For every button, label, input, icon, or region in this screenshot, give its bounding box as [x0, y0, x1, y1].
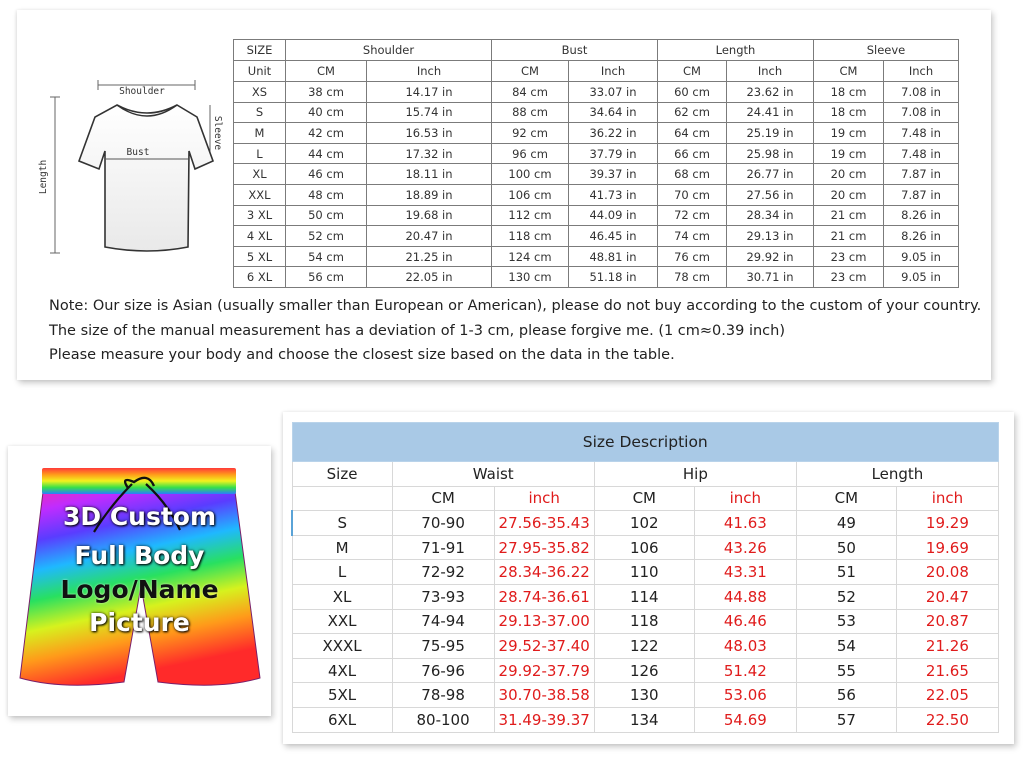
shirt-value-cell: 50 cm: [286, 205, 367, 226]
shorts-header-size: Size: [292, 462, 392, 487]
shirt-value-cell: 124 cm: [492, 246, 569, 267]
shorts-size-cell: 6XL: [292, 707, 392, 732]
size-note-line-3: Please measure your body and choose the closest size based on the data in the table.: [49, 347, 675, 363]
shorts-value-cell: 31.49-39.37: [494, 707, 594, 732]
shirt-value-cell: 78 cm: [658, 267, 727, 288]
shorts-value-cell: 51.42: [694, 658, 796, 683]
shorts-value-cell: 41.63: [694, 511, 796, 536]
shirt-value-cell: 28.34 in: [727, 205, 814, 226]
shorts-value-cell: 50: [796, 535, 896, 560]
shorts-value-cell: 56: [796, 683, 896, 708]
diagram-shoulder-label: Shoulder: [119, 86, 165, 97]
shorts-value-cell: 28.34-36.22: [494, 560, 594, 585]
shorts-value-cell: 75-95: [392, 634, 494, 659]
shorts-header-length: Length: [796, 462, 998, 487]
shirt-value-cell: 38 cm: [286, 82, 367, 103]
shorts-value-cell: 51: [796, 560, 896, 585]
shirt-size-cell: 3 XL: [234, 205, 286, 226]
shirt-value-cell: 52 cm: [286, 226, 367, 247]
shirt-value-cell: 26.77 in: [727, 164, 814, 185]
shirt-unit-cell: Inch: [727, 61, 814, 82]
shirt-value-cell: 9.05 in: [884, 246, 959, 267]
shorts-value-cell: 28.74-36.61: [494, 584, 594, 609]
shorts-table-row: [292, 511, 999, 536]
shorts-size-cell: XXL: [292, 609, 392, 634]
shirt-header-sleeve: Sleeve: [814, 40, 959, 61]
shirt-value-cell: 20 cm: [814, 184, 884, 205]
shirt-value-cell: 96 cm: [492, 143, 569, 164]
shirt-value-cell: 64 cm: [658, 123, 727, 144]
shorts-value-cell: 29.52-37.40: [494, 634, 594, 659]
shorts-size-cell: 5XL: [292, 683, 392, 708]
shorts-value-cell: 134: [594, 707, 694, 732]
shirt-value-cell: 66 cm: [658, 143, 727, 164]
shirt-value-cell: 7.48 in: [884, 123, 959, 144]
shorts-table-row: [292, 535, 999, 560]
shirt-value-cell: 44 cm: [286, 143, 367, 164]
shorts-value-cell: 20.08: [896, 560, 998, 585]
shirt-value-cell: 8.26 in: [884, 205, 959, 226]
shirt-table-row: [234, 123, 959, 144]
shorts-value-cell: 49: [796, 511, 896, 536]
shirt-value-cell: 39.37 in: [569, 164, 658, 185]
shirt-value-cell: 17.32 in: [367, 143, 492, 164]
shirt-value-cell: 60 cm: [658, 82, 727, 103]
shirt-value-cell: 7.08 in: [884, 82, 959, 103]
shorts-size-cell: XL: [292, 584, 392, 609]
shirt-table-row: [234, 82, 959, 103]
promo-line-full-body: Full Body: [74, 541, 205, 570]
shorts-value-cell: 70-90: [392, 511, 494, 536]
shirt-value-cell: 44.09 in: [569, 205, 658, 226]
shorts-value-cell: 53: [796, 609, 896, 634]
shirt-header-length: Length: [658, 40, 814, 61]
shirt-value-cell: 36.22 in: [569, 123, 658, 144]
promo-line-3d-custom: 3D Custom: [62, 502, 217, 531]
shirt-size-cell: XXL: [234, 184, 286, 205]
shirt-table-row: [234, 102, 959, 123]
shorts-value-cell: 110: [594, 560, 694, 585]
shirt-unit-cell: CM: [492, 61, 569, 82]
shorts-value-cell: 78-98: [392, 683, 494, 708]
shorts-value-cell: 72-92: [392, 560, 494, 585]
shirt-value-cell: 21.25 in: [367, 246, 492, 267]
shirt-size-cell: 6 XL: [234, 267, 286, 288]
shirt-value-cell: 23 cm: [814, 246, 884, 267]
shirt-unit-cell: Inch: [569, 61, 658, 82]
shorts-value-cell: 74-94: [392, 609, 494, 634]
shirt-value-cell: 106 cm: [492, 184, 569, 205]
shirt-value-cell: 16.53 in: [367, 123, 492, 144]
shirt-value-cell: 19.68 in: [367, 205, 492, 226]
shorts-value-cell: 29.13-37.00: [494, 609, 594, 634]
shirt-value-cell: 8.26 in: [884, 226, 959, 247]
shorts-value-cell: 46.46: [694, 609, 796, 634]
shirt-value-cell: 20.47 in: [367, 226, 492, 247]
shorts-size-table: [291, 422, 999, 733]
shirt-value-cell: 62 cm: [658, 102, 727, 123]
shirt-table-row: [234, 246, 959, 267]
shorts-value-cell: 71-91: [392, 535, 494, 560]
shorts-value-cell: 29.92-37.79: [494, 658, 594, 683]
shorts-header-hip: Hip: [594, 462, 796, 487]
shirt-value-cell: 15.74 in: [367, 102, 492, 123]
shorts-header-waist: Waist: [392, 462, 594, 487]
shorts-value-cell: 76-96: [392, 658, 494, 683]
shirt-value-cell: 7.08 in: [884, 102, 959, 123]
shorts-unit-cell: CM: [796, 486, 896, 511]
shorts-value-cell: 19.69: [896, 535, 998, 560]
shirt-size-cell: M: [234, 123, 286, 144]
shirt-value-cell: 9.05 in: [884, 267, 959, 288]
shirt-size-cell: 5 XL: [234, 246, 286, 267]
shorts-value-cell: 57: [796, 707, 896, 732]
shirt-unit-header-row: [234, 61, 959, 82]
shirt-unit-cell: CM: [286, 61, 367, 82]
shorts-unit-header-row: [292, 486, 999, 511]
shirt-value-cell: 29.92 in: [727, 246, 814, 267]
shorts-value-cell: 27.95-35.82: [494, 535, 594, 560]
shorts-value-cell: 73-93: [392, 584, 494, 609]
promo-line-picture: Picture: [89, 608, 190, 637]
shirt-value-cell: 14.17 in: [367, 82, 492, 103]
shirt-value-cell: 34.64 in: [569, 102, 658, 123]
shorts-unit-blank: [292, 486, 392, 511]
shirt-value-cell: 76 cm: [658, 246, 727, 267]
shorts-value-cell: 118: [594, 609, 694, 634]
shorts-unit-cell: inch: [896, 486, 998, 511]
shirt-value-cell: 70 cm: [658, 184, 727, 205]
shirt-value-cell: 24.41 in: [727, 102, 814, 123]
shorts-group-header-row: [292, 462, 999, 487]
shirt-value-cell: 7.87 in: [884, 164, 959, 185]
shorts-unit-cell: CM: [392, 486, 494, 511]
shorts-value-cell: 48.03: [694, 634, 796, 659]
shirt-size-card: [17, 10, 991, 380]
shorts-table-row: [292, 634, 999, 659]
shorts-table-row: [292, 707, 999, 732]
shirt-value-cell: 84 cm: [492, 82, 569, 103]
shorts-unit-cell: inch: [694, 486, 796, 511]
shirt-value-cell: 74 cm: [658, 226, 727, 247]
shirt-value-cell: 22.05 in: [367, 267, 492, 288]
shirt-value-cell: 46.45 in: [569, 226, 658, 247]
shorts-value-cell: 122: [594, 634, 694, 659]
shirt-unit-cell: Inch: [367, 61, 492, 82]
shirt-header-shoulder: Shoulder: [286, 40, 492, 61]
shirt-value-cell: 100 cm: [492, 164, 569, 185]
promo-line-logo-name: Logo/Name: [60, 575, 219, 604]
shorts-table-row: [292, 609, 999, 634]
shorts-value-cell: 114: [594, 584, 694, 609]
shorts-value-cell: 44.88: [694, 584, 796, 609]
shirt-value-cell: 33.07 in: [569, 82, 658, 103]
shorts-value-cell: 43.26: [694, 535, 796, 560]
shorts-value-cell: 102: [594, 511, 694, 536]
shirt-value-cell: 56 cm: [286, 267, 367, 288]
shorts-table-row: [292, 683, 999, 708]
shorts-value-cell: 54.69: [694, 707, 796, 732]
shirt-value-cell: 23.62 in: [727, 82, 814, 103]
shirt-value-cell: 21 cm: [814, 226, 884, 247]
shorts-size-card: [283, 412, 1014, 744]
shorts-value-cell: 43.31: [694, 560, 796, 585]
shirt-table-row: [234, 143, 959, 164]
shorts-value-cell: 54: [796, 634, 896, 659]
shorts-size-cell: S: [292, 511, 392, 536]
shirt-value-cell: 23 cm: [814, 267, 884, 288]
shorts-value-cell: 22.05: [896, 683, 998, 708]
shirt-table-row: [234, 267, 959, 288]
shirt-size-cell: XL: [234, 164, 286, 185]
shorts-value-cell: 30.70-38.58: [494, 683, 594, 708]
shirt-table-row: [234, 164, 959, 185]
shorts-size-cell: 4XL: [292, 658, 392, 683]
shirt-unit-cell: CM: [814, 61, 884, 82]
shirt-unit-cell: Inch: [884, 61, 959, 82]
shorts-title-row: [292, 423, 999, 462]
shirt-value-cell: 30.71 in: [727, 267, 814, 288]
shirt-group-header-row: [234, 40, 959, 61]
shorts-product-image-card: [8, 446, 271, 716]
shirt-size-cell: S: [234, 102, 286, 123]
shirt-value-cell: 18.89 in: [367, 184, 492, 205]
shirt-value-cell: 7.87 in: [884, 184, 959, 205]
shirt-value-cell: 92 cm: [492, 123, 569, 144]
shirt-size-cell: XS: [234, 82, 286, 103]
shirt-size-table: [233, 39, 959, 288]
shirt-value-cell: 46 cm: [286, 164, 367, 185]
shirt-value-cell: 118 cm: [492, 226, 569, 247]
shorts-value-cell: 20.47: [896, 584, 998, 609]
shorts-value-cell: 20.87: [896, 609, 998, 634]
shirt-value-cell: 68 cm: [658, 164, 727, 185]
shirt-value-cell: 25.98 in: [727, 143, 814, 164]
shirt-value-cell: 29.13 in: [727, 226, 814, 247]
shirt-header-size: SIZE: [234, 40, 286, 61]
shirt-value-cell: 18 cm: [814, 102, 884, 123]
shorts-table-row: [292, 560, 999, 585]
shorts-value-cell: 21.65: [896, 658, 998, 683]
shirt-value-cell: 21 cm: [814, 205, 884, 226]
shirt-value-cell: 48.81 in: [569, 246, 658, 267]
shorts-unit-cell: inch: [494, 486, 594, 511]
shorts-size-cell: XXXL: [292, 634, 392, 659]
shorts-value-cell: 22.50: [896, 707, 998, 732]
shirt-value-cell: 18 cm: [814, 82, 884, 103]
shirt-value-cell: 18.11 in: [367, 164, 492, 185]
size-note-line-2: The size of the manual measurement has a deviation of 1-3 cm, please forgive me. (1 cm≈0.39 inch): [49, 323, 785, 339]
shorts-table-row: [292, 658, 999, 683]
shorts-value-cell: 27.56-35.43: [494, 511, 594, 536]
tshirt-measurement-diagram: [35, 65, 235, 315]
shirt-value-cell: 48 cm: [286, 184, 367, 205]
shirt-value-cell: 41.73 in: [569, 184, 658, 205]
shorts-value-cell: 130: [594, 683, 694, 708]
shirt-value-cell: 54 cm: [286, 246, 367, 267]
shorts-value-cell: 21.26: [896, 634, 998, 659]
shirt-value-cell: 20 cm: [814, 164, 884, 185]
shirt-value-cell: 19 cm: [814, 143, 884, 164]
shorts-value-cell: 55: [796, 658, 896, 683]
shorts-size-cell: L: [292, 560, 392, 585]
shorts-value-cell: 19.29: [896, 511, 998, 536]
shorts-value-cell: 53.06: [694, 683, 796, 708]
shorts-value-cell: 80-100: [392, 707, 494, 732]
diagram-bust-label: Bust: [126, 147, 150, 158]
shirt-value-cell: 7.48 in: [884, 143, 959, 164]
shorts-unit-cell: CM: [594, 486, 694, 511]
shorts-value-cell: 126: [594, 658, 694, 683]
shorts-value-cell: 52: [796, 584, 896, 609]
shirt-value-cell: 42 cm: [286, 123, 367, 144]
size-note-line-1: Note: Our size is Asian (usually smaller than European or American), please do not buy according to the custom of your country.: [49, 298, 982, 314]
shirt-value-cell: 27.56 in: [727, 184, 814, 205]
shorts-table-row: [292, 584, 999, 609]
shirt-unit-cell: Unit: [234, 61, 286, 82]
shirt-value-cell: 130 cm: [492, 267, 569, 288]
shorts-value-cell: 106: [594, 535, 694, 560]
shirt-table-row: [234, 184, 959, 205]
shirt-value-cell: 88 cm: [492, 102, 569, 123]
shirt-size-cell: L: [234, 143, 286, 164]
diagram-length-label: Length: [38, 159, 49, 195]
shorts-table-title: Size Description: [292, 423, 999, 462]
shirt-size-cell: 4 XL: [234, 226, 286, 247]
diagram-sleeve-label: Sleeve: [212, 115, 223, 151]
shirt-value-cell: 37.79 in: [569, 143, 658, 164]
shirt-value-cell: 25.19 in: [727, 123, 814, 144]
shirt-table-row: [234, 205, 959, 226]
shirt-value-cell: 19 cm: [814, 123, 884, 144]
shirt-header-bust: Bust: [492, 40, 658, 61]
shorts-size-cell: M: [292, 535, 392, 560]
shirt-value-cell: 51.18 in: [569, 267, 658, 288]
shirt-unit-cell: CM: [658, 61, 727, 82]
shirt-value-cell: 40 cm: [286, 102, 367, 123]
shirt-table-row: [234, 226, 959, 247]
shirt-value-cell: 72 cm: [658, 205, 727, 226]
shirt-value-cell: 112 cm: [492, 205, 569, 226]
